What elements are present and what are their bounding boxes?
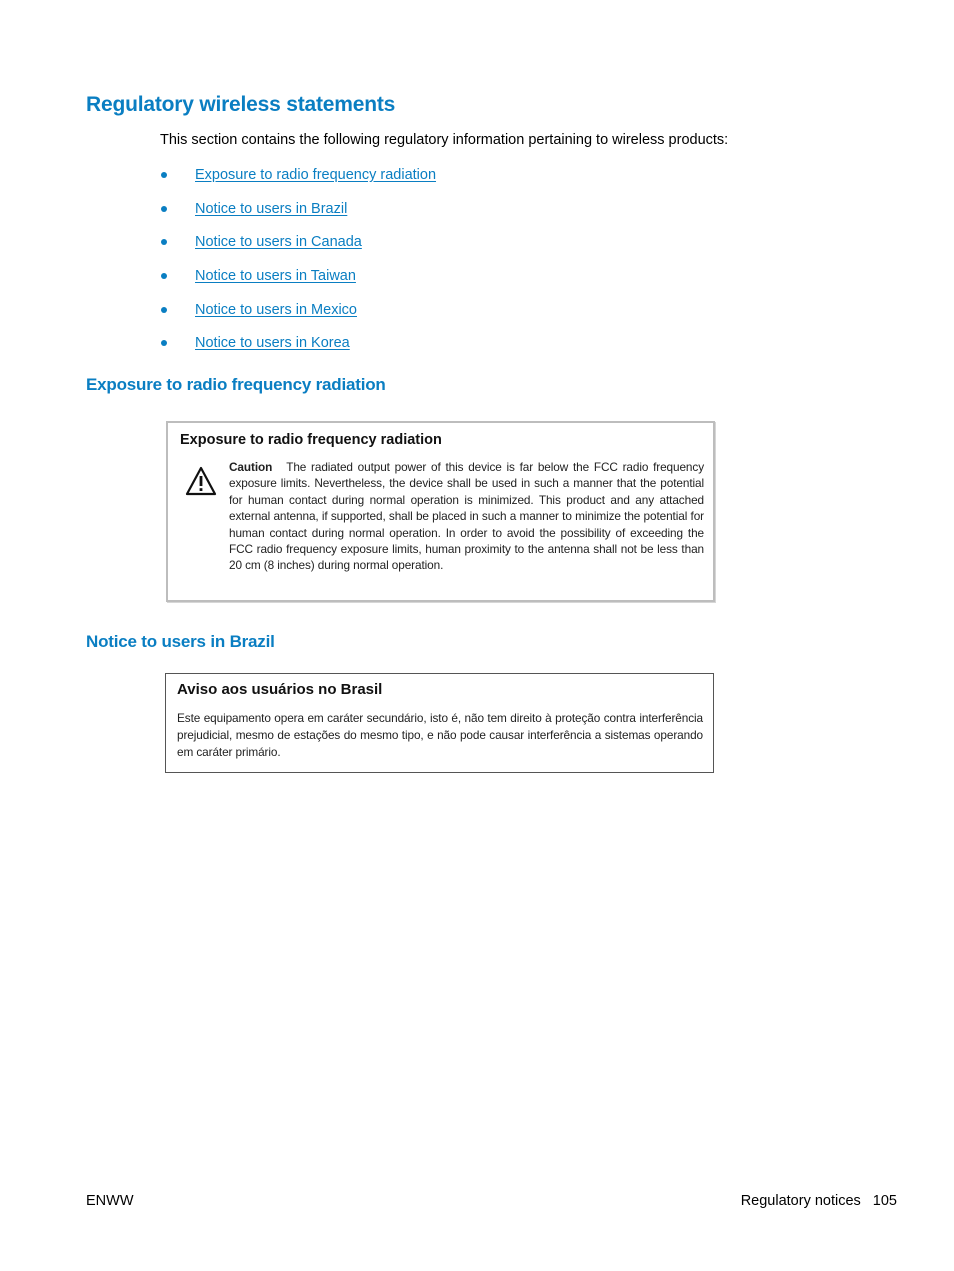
bullet-dot-icon	[161, 206, 167, 212]
brazil-box-title: Aviso aos usuários no Brasil	[177, 681, 383, 698]
bullet-dot-icon	[161, 239, 167, 245]
bullet-dot-icon	[161, 172, 167, 178]
footer-doc-id: ENWW	[86, 1193, 134, 1209]
bullet-dot-icon	[161, 273, 167, 279]
caution-body: The radiated output power of this device is far below the FCC radio frequency exposure limits. Nevertheless, the device shall be used in such a manner that the potential for human contact during normal operation is minimized. This product and any attached external antenna, if supported, shall be placed in such a manner to minimize the potential for human contact during normal operation. In order to avoid the possibility of exceeding the FCC radio frequency exposure limits, human proximity to the antenna shall not be less than 20 cm (8 inches) during normal operation.	[229, 460, 704, 573]
caution-paragraph	[229, 459, 704, 574]
exposure-box-title: Exposure to radio frequency radiation	[180, 432, 442, 448]
link-canada[interactable]: Notice to users in Canada	[195, 234, 362, 251]
brazil-notice-box	[165, 673, 714, 773]
bullet-dot-icon	[161, 307, 167, 313]
intro-text: This section contains the following regulatory information pertaining to wireless products:	[160, 132, 729, 148]
brazil-heading: Notice to users in Brazil	[86, 632, 275, 651]
exposure-heading: Exposure to radio frequency radiation	[86, 375, 386, 394]
link-mexico[interactable]: Notice to users in Mexico	[195, 301, 357, 318]
brazil-box-text: Este equipamento opera em caráter secundário, isto é, não tem direito à proteção contra interferência prejudicial, mesmo de estações do mesmo tipo, e não pode causar interferência a sistemas operando em caráter primário.	[177, 711, 703, 759]
footer-section: Regulatory notices	[740, 1193, 861, 1209]
footer-page-info	[741, 1193, 897, 1209]
caution-label: Caution	[229, 460, 273, 474]
page-number: 105	[872, 1193, 897, 1209]
link-brazil[interactable]: Notice to users in Brazil	[195, 200, 348, 217]
warning-triangle-icon	[185, 466, 217, 496]
exposure-notice-box	[166, 421, 715, 602]
link-exposure[interactable]: Exposure to radio frequency radiation	[195, 167, 437, 183]
link-korea[interactable]: Notice to users in Korea	[195, 335, 350, 352]
page-title: Regulatory wireless statements	[86, 93, 396, 116]
bullet-dot-icon	[161, 340, 167, 346]
link-taiwan[interactable]: Notice to users in Taiwan	[195, 268, 356, 285]
